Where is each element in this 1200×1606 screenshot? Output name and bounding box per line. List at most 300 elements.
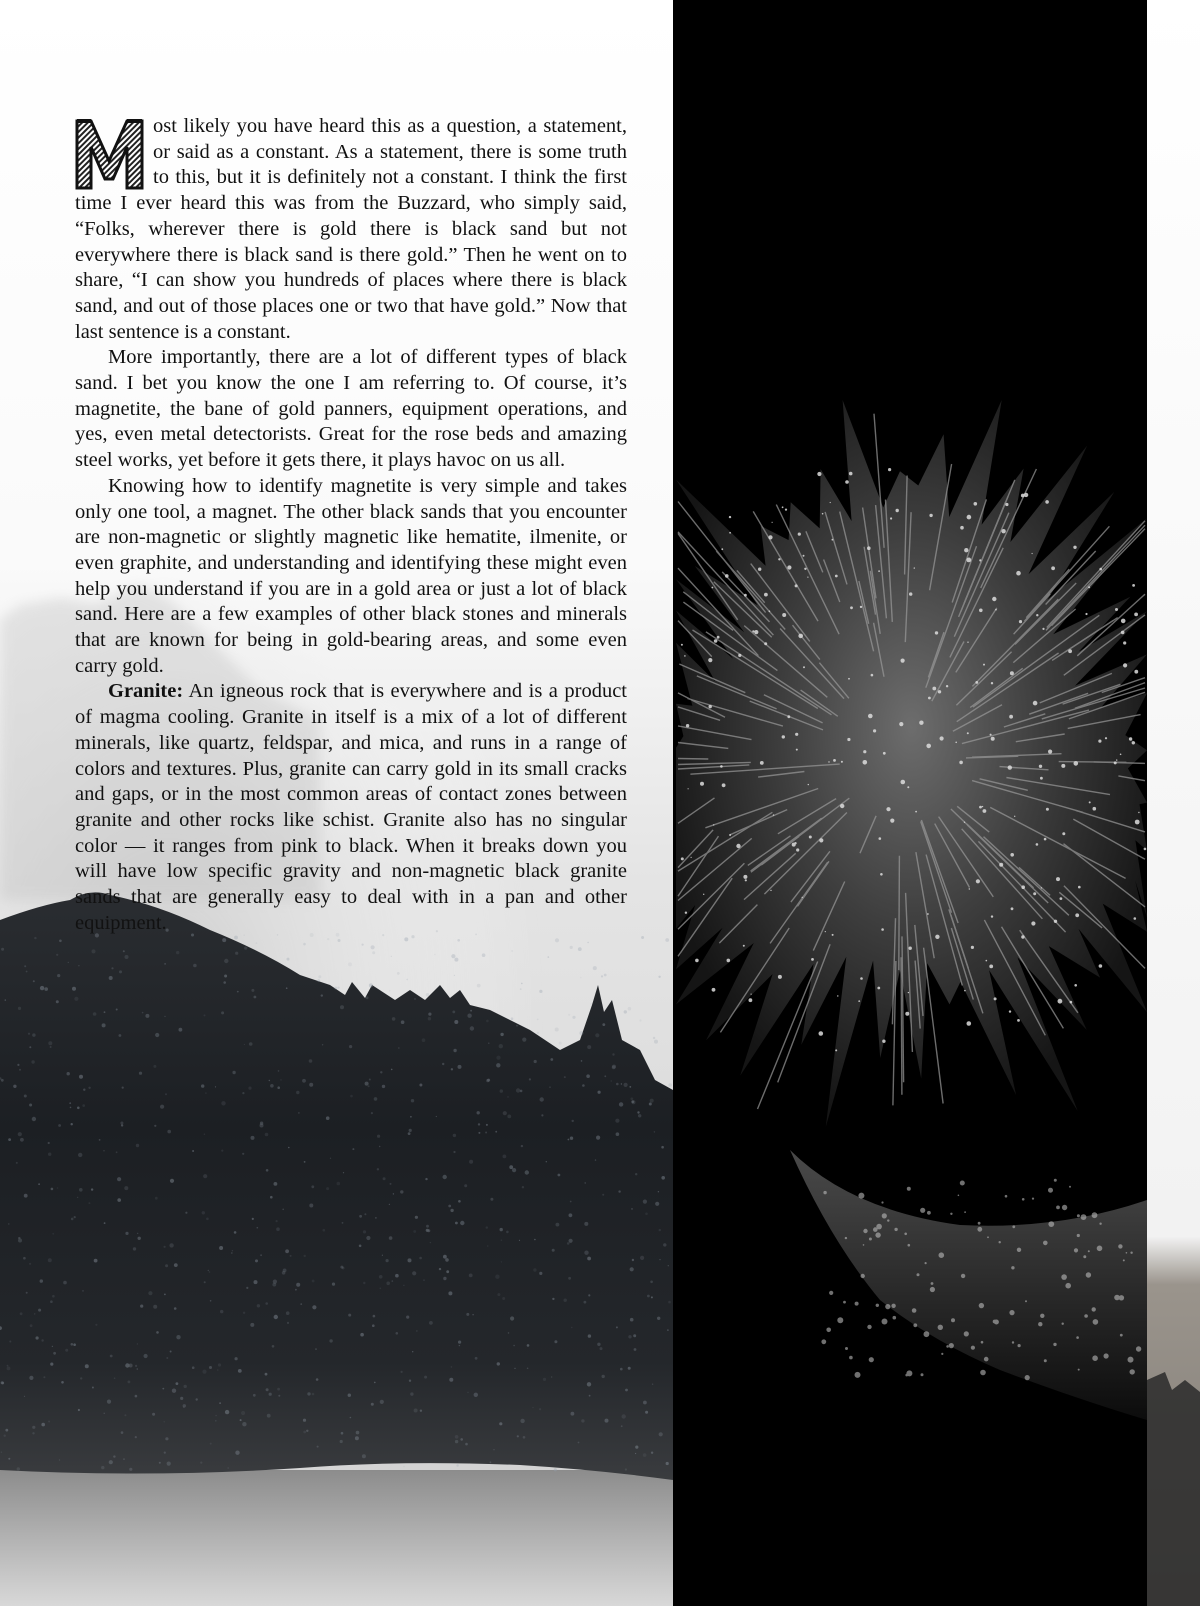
sparkle [720, 765, 723, 768]
sand-grain [125, 1363, 129, 1367]
sparkle [883, 752, 886, 755]
sand-grain [485, 1132, 487, 1134]
sand-grain [616, 1083, 619, 1086]
sand-grain [403, 1466, 405, 1468]
sand-grain [34, 937, 36, 939]
grain [855, 1302, 859, 1306]
sparkle [832, 539, 834, 541]
sparkle [967, 732, 969, 734]
sand-grain [18, 1239, 22, 1243]
sand-grain [404, 937, 408, 941]
sand-grain [306, 1430, 308, 1432]
sparkle [778, 558, 780, 560]
sand-grain [651, 1296, 653, 1298]
sand-grain [217, 1369, 219, 1371]
sparkle [717, 636, 720, 639]
sand-grain [590, 1003, 592, 1005]
grain [845, 1347, 848, 1350]
sand-grain [290, 1255, 292, 1257]
grain [893, 1316, 897, 1320]
sand-grain [315, 1348, 316, 1349]
grain [876, 1304, 879, 1307]
sand-grain [464, 1184, 467, 1187]
sparkle [907, 786, 909, 788]
grain [904, 1233, 907, 1236]
sand-grain [365, 1082, 369, 1086]
sand-grain [572, 1120, 574, 1122]
sparkle [736, 844, 740, 848]
sand-grain [53, 1352, 56, 1355]
grain [951, 1318, 955, 1322]
sand-grain [20, 1138, 24, 1142]
sparkle [1138, 812, 1139, 813]
sand-grain [520, 1419, 524, 1423]
sand-grain [543, 1378, 546, 1381]
sand-grain [88, 1087, 90, 1089]
sand-grain [637, 1111, 639, 1113]
sand-grain [74, 997, 78, 1001]
sparkle [796, 749, 798, 751]
sand-grain [32, 1426, 35, 1429]
sand-grain [144, 1354, 148, 1358]
sand-grain [117, 1198, 121, 1202]
grain [1038, 1322, 1042, 1326]
sparkle [1060, 897, 1063, 900]
grain [946, 1345, 949, 1348]
sand-grain [272, 1345, 275, 1348]
sand-grain [555, 1028, 559, 1032]
sand-grain [537, 1032, 539, 1034]
sand-grain [304, 1255, 306, 1257]
sand-grain [456, 1464, 458, 1466]
grain [885, 1304, 890, 1309]
grain [1130, 1369, 1135, 1374]
sand-grain [624, 1083, 628, 1087]
grain [1123, 1259, 1125, 1261]
sand-grain [654, 1040, 658, 1044]
sparkle [835, 1049, 837, 1051]
sand-grain [628, 1335, 631, 1338]
sand-grain [391, 956, 392, 957]
sand-grain [465, 1443, 468, 1446]
sparkle [890, 517, 892, 519]
sand-grain [8, 1223, 9, 1224]
sand-grain [1, 948, 4, 951]
grain [999, 1241, 1001, 1243]
sand-grain [452, 1011, 455, 1014]
sparkle [1016, 571, 1021, 576]
sand-grain [380, 1288, 382, 1290]
sand-grain [424, 1376, 427, 1379]
sand-grain [654, 1131, 655, 1132]
sand-grain [477, 984, 481, 988]
sparkle [1021, 885, 1025, 889]
sand-grain [122, 1087, 124, 1089]
sparkle [982, 806, 983, 807]
sand-grain [220, 1310, 223, 1313]
sand-grain [303, 1431, 306, 1434]
sand-grain [282, 1209, 284, 1211]
sand-grain [434, 954, 435, 955]
sand-grain [615, 1119, 619, 1123]
dropcap-letter [75, 117, 144, 190]
sand-grain [540, 1097, 544, 1101]
sand-grain [508, 1332, 510, 1334]
sparkle [772, 522, 773, 523]
sand-grain [7, 1365, 9, 1367]
sand-grain [414, 998, 415, 999]
sand-grain [569, 1213, 573, 1217]
sand-grain [455, 1435, 459, 1439]
sand-grain [176, 1335, 180, 1339]
sparkle [1051, 566, 1055, 570]
sand-grain [265, 1373, 268, 1376]
sand-grain [630, 1267, 634, 1271]
sand-grain [517, 1435, 519, 1437]
sand-grain [119, 1034, 122, 1037]
sand-grain [48, 1142, 50, 1144]
sand-grain [164, 1016, 165, 1017]
grain [1092, 1212, 1098, 1218]
sand-grain [453, 1134, 456, 1137]
sand-grain [321, 994, 323, 996]
sparkle [828, 761, 829, 762]
sparkle [1039, 765, 1042, 768]
sparkle [1144, 848, 1147, 851]
sparkle [1014, 816, 1015, 817]
grain [882, 1319, 888, 1325]
sparkle [1078, 886, 1081, 889]
sand-grain [210, 1443, 212, 1445]
sand-grain [516, 1088, 520, 1092]
sand-grain [635, 1173, 637, 1175]
grain [960, 1181, 965, 1186]
sand-grain [71, 1343, 74, 1346]
grain [887, 1219, 889, 1221]
grain [912, 1308, 917, 1313]
sand-grain [93, 1012, 97, 1016]
grain [1043, 1241, 1048, 1246]
sand-grain [416, 1330, 417, 1331]
sand-grain [513, 1345, 515, 1347]
article-body [75, 114, 627, 937]
sand-grain [500, 1228, 503, 1231]
sand-grain [659, 1432, 663, 1436]
sparkle [888, 468, 891, 471]
sand-grain [587, 1257, 591, 1261]
sparkle [873, 729, 876, 732]
sand-grain [209, 1366, 212, 1369]
sand-grain [356, 1431, 360, 1435]
sparkle [1024, 493, 1028, 497]
sand-grain [425, 1178, 427, 1180]
grain [939, 1252, 945, 1258]
sand-grain [579, 1031, 583, 1035]
sand-grain [478, 1123, 480, 1125]
sand-grain [277, 1086, 280, 1089]
sand-grain [219, 1246, 223, 1250]
sand-grain [85, 1364, 89, 1368]
sand-grain [169, 1243, 173, 1247]
sand-grain [5, 999, 6, 1000]
sand-grain [338, 939, 341, 942]
sparkle [1093, 807, 1097, 811]
sand-grain [61, 1381, 64, 1384]
sand-grain [296, 1091, 299, 1094]
sparkle [877, 987, 880, 990]
sand-grain [419, 1257, 422, 1260]
sand-grain [29, 1376, 33, 1380]
sand-grain [274, 1182, 278, 1186]
sand-grain [635, 1453, 636, 1454]
sand-grain [539, 1272, 542, 1275]
sand-grain [500, 1089, 503, 1092]
grain [981, 1341, 984, 1344]
sparkle [991, 915, 993, 917]
paragraph-lead: Granite: [108, 680, 184, 703]
sand-grain [360, 1333, 364, 1337]
sand-grain [552, 1249, 555, 1252]
sparkle [880, 873, 883, 876]
sand-grain [222, 938, 226, 942]
sparkle [991, 737, 995, 741]
sparkle [795, 584, 798, 587]
sparkle [743, 945, 745, 947]
sand-grain [219, 1402, 221, 1404]
grain [924, 1331, 930, 1337]
sand-grain [196, 1398, 198, 1400]
sand-grain [88, 1202, 90, 1204]
sand-grain [250, 1323, 254, 1327]
sand-grain [490, 1198, 493, 1201]
grain [1061, 1274, 1067, 1280]
sand-grain [303, 1419, 306, 1422]
sand-grain [511, 1017, 514, 1020]
sand-grain [475, 1357, 478, 1360]
sand-grain [552, 1298, 554, 1300]
sand-grain [450, 1209, 453, 1212]
sand-grain [136, 1144, 139, 1147]
sand-grain [71, 1218, 74, 1221]
grain [913, 1323, 917, 1327]
grain [920, 1208, 925, 1213]
sparkle [886, 807, 890, 811]
sand-grain [443, 1277, 446, 1280]
sparkle [1105, 737, 1107, 739]
sparkle [881, 928, 884, 931]
sand-grain [638, 1114, 641, 1117]
grain [1104, 1353, 1109, 1358]
grain [1065, 1283, 1071, 1289]
sparkle [835, 575, 838, 578]
sand-grain [650, 1099, 654, 1103]
sand-grain [26, 1292, 28, 1294]
sand-grain [99, 1139, 101, 1141]
sand-grain [330, 1158, 331, 1159]
sparkle [1061, 764, 1065, 768]
sand-grain [415, 1216, 418, 1219]
sand-grain [303, 943, 306, 946]
sand-grain [564, 1299, 567, 1302]
sand-grain [235, 1357, 238, 1360]
sand-grain [322, 1044, 323, 1045]
sparkle [798, 634, 803, 639]
sparkle [1010, 671, 1014, 675]
sand-grain [123, 1458, 125, 1460]
sand-grain [570, 946, 573, 949]
sparkle [795, 733, 798, 736]
grain [1093, 1319, 1099, 1325]
grain [873, 1227, 878, 1232]
sand-grain [235, 1451, 239, 1455]
sparkle [709, 705, 712, 708]
sand-grain [442, 1063, 444, 1065]
sand-grain [154, 1125, 156, 1127]
grain [821, 1339, 826, 1344]
sparkle [819, 838, 823, 842]
sand-grain [408, 1258, 412, 1262]
sand-grain [455, 1222, 458, 1225]
sand-grain [116, 1151, 118, 1153]
sand-grain [621, 1083, 622, 1084]
sand-grain [454, 1020, 458, 1024]
sand-grain [162, 1388, 164, 1390]
sand-grain [192, 1366, 195, 1369]
sparkle [975, 681, 978, 684]
sand-grain [265, 1302, 268, 1305]
sand-grain [372, 1324, 375, 1327]
sand-grain [343, 1172, 344, 1173]
sand-grain [95, 1324, 97, 1326]
sand-grain [176, 1382, 179, 1385]
sand-grain [616, 1326, 618, 1328]
sand-grain [41, 1423, 45, 1427]
sparkle [1132, 584, 1135, 587]
sand-grain [359, 1215, 362, 1218]
sand-grain [121, 1124, 123, 1126]
sand-grain [369, 983, 373, 987]
sand-grain [410, 1392, 413, 1395]
sand-grain [77, 1107, 80, 1110]
sand-grain [502, 1297, 505, 1300]
paragraph-text: An igneous rock that is everywhere and is a product of magma cooling. Granite in itself is a mix of a lot of different minerals, like quartz, feldspar, and mica, and runs in a range of colors and textures. Plus, granite can carry gold in its small cracks and gaps, or in the most common areas of contact zones between granite and other rocks like schist. Granite also has no singular color — it ranges from pink to black. When it breaks down you will have low specific gravity and non-magnetic black granite sands that are generally easy to deal with in a pan and other equipment. [75, 680, 627, 934]
sparkle [992, 597, 996, 601]
sand-grain [36, 1336, 39, 1339]
sparkle [782, 735, 785, 738]
grain [869, 1357, 874, 1362]
sand-grain [520, 988, 522, 990]
sand-grain [184, 1385, 187, 1388]
sand-grain [164, 1452, 166, 1454]
sparkle [847, 738, 850, 741]
sand-grain [426, 1229, 429, 1232]
sand-grain [497, 1362, 500, 1365]
sand-grain [218, 1363, 221, 1366]
sand-grain [209, 1271, 211, 1273]
sand-grain [270, 1084, 274, 1088]
sand-grain [658, 1191, 659, 1192]
sparkle [983, 664, 985, 666]
sparkle [1062, 832, 1065, 835]
sand-grain [120, 1122, 123, 1125]
sparkle [967, 1021, 972, 1026]
sparkle [901, 780, 906, 785]
grain [978, 1222, 981, 1225]
sand-grain [18, 1007, 21, 1010]
sand-grain [428, 1017, 431, 1020]
sand-grain [497, 1293, 500, 1296]
sand-grain [337, 1182, 341, 1186]
grain [1012, 1341, 1014, 1343]
sand-grain [472, 1314, 473, 1315]
sand-grain [532, 1407, 533, 1408]
grain [979, 1303, 984, 1308]
grain [845, 1237, 847, 1239]
sand-grain [135, 1365, 137, 1367]
grain [964, 1211, 966, 1213]
sand-grain [334, 987, 337, 990]
sand-grain [273, 1280, 277, 1284]
sand-grain [24, 965, 26, 967]
sand-grain [490, 1461, 492, 1463]
sparkle [1075, 913, 1079, 917]
sand-grain [69, 1102, 71, 1104]
grain [964, 1331, 969, 1336]
sand-grain [204, 1014, 206, 1016]
sand-grain [3, 1435, 5, 1437]
sparkle [915, 811, 917, 813]
sand-grain [29, 1263, 31, 1265]
grain [823, 1191, 826, 1194]
sand-grain [9, 1341, 11, 1343]
sparkle [833, 759, 836, 762]
sand-grain [516, 1025, 518, 1027]
sand-grain [19, 1069, 21, 1071]
sand-grain [632, 1259, 634, 1261]
sand-grain [1, 1079, 4, 1082]
sand-grain [31, 1060, 34, 1063]
sand-grain [406, 1316, 409, 1319]
sparkle [1033, 892, 1036, 895]
sparkle [955, 742, 957, 744]
sand-grain [183, 1407, 184, 1408]
sparkle [964, 548, 968, 552]
grain [894, 1228, 897, 1231]
sand-grain [374, 1382, 376, 1384]
sparkle [1019, 620, 1022, 623]
sand-grain [549, 1087, 550, 1088]
sparkle [1008, 765, 1012, 769]
sand-grain [167, 1130, 171, 1134]
sand-grain [379, 1146, 380, 1147]
sand-grain [493, 1449, 494, 1450]
grain [1120, 1334, 1123, 1337]
sand-grain [458, 1200, 461, 1203]
sand-grain [605, 1419, 609, 1423]
sand-grain [571, 1327, 572, 1328]
sand-grain [58, 1124, 61, 1127]
sand-grain [668, 1265, 669, 1266]
sand-grain [140, 1305, 143, 1308]
sparkle [986, 960, 988, 962]
sand-grain [389, 1236, 393, 1240]
sand-grain [521, 1145, 523, 1147]
sand-grain [1, 1381, 4, 1384]
sand-grain [174, 1263, 178, 1267]
sand-grain [104, 1413, 105, 1414]
sand-grain [29, 1046, 31, 1048]
sand-grain [457, 939, 460, 942]
